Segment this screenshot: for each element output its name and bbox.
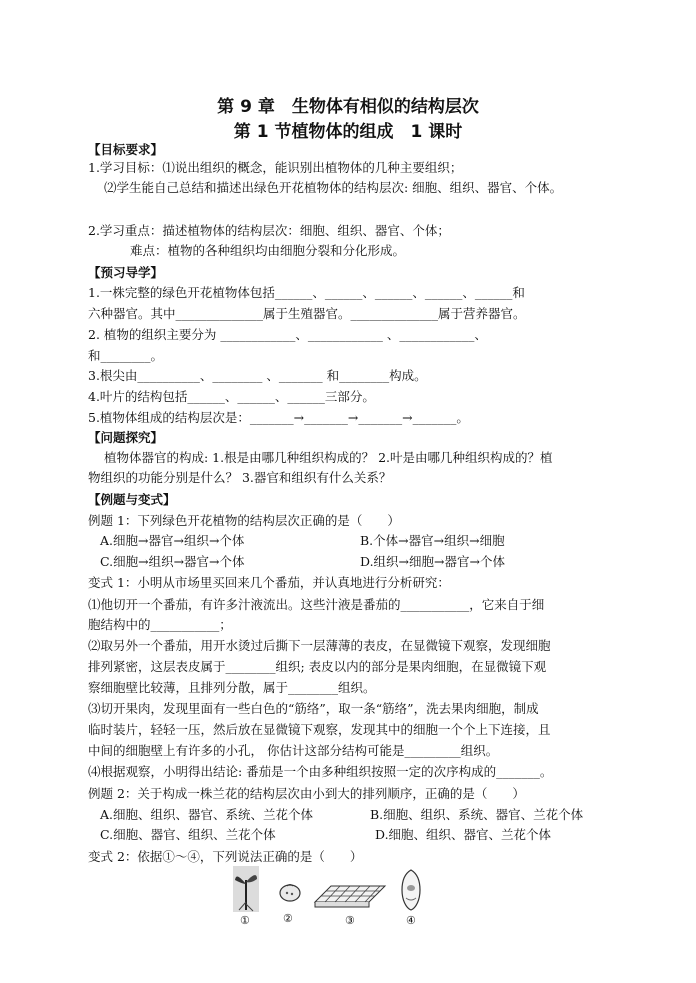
text-line: 植物体器官的构成: 1.根是由哪几种组织构成的？ 2.叶是由哪几种组织构成的？植 (104, 450, 553, 465)
text-line: 5.植物体组成的结构层次是：_______→_______→_______→_______。 (88, 410, 469, 425)
text-line: 中间的细胞壁上有许多的小孔， 你估计这部分结构可能是_________组织。 (88, 743, 499, 758)
text-line: 临时装片，轻轻一压，然后放在显微镜下观察，发现其中的细胞一个个上下连接，且 (88, 722, 551, 737)
choice-b: B.细胞、组织、系统、器官、兰花个体 (370, 807, 584, 822)
figure-label: ② (283, 912, 293, 925)
figure-label: ④ (406, 914, 416, 927)
question-text: 例题 1：下列绿色开花植物的结构层次正确的是（ ） (88, 513, 400, 528)
text-line: 六种器官。其中______________属于生殖器官。______________属于营养器官。 (88, 306, 526, 321)
fruit-figure (279, 882, 301, 902)
text-line: ⑴他切开一个番茄，有许多汁液流出。这些汁液是番茄的___________，它来自于细 (88, 597, 545, 612)
figure-label: ① (240, 914, 250, 927)
question-text: 变式 2：依据①～④，下列说法正确的是（ ） (88, 849, 363, 864)
plant-figure (233, 866, 259, 912)
figure-label: ③ (345, 914, 355, 927)
section-heading: 【问题探究】 (88, 430, 164, 445)
text-line: 1.一株完整的绿色开花植物体包括______、______、______、______、______和 (88, 285, 525, 300)
text-line: ⑷根据观察，小明得出结论: 番茄是一个由多种组织按照一定的次序构成的_______。 (88, 764, 553, 779)
choice-c: C.细胞、器官、组织、兰花个体 (100, 827, 276, 842)
text-line: 2. 植物的组织主要分为 ____________、____________ 、____________、 (88, 327, 487, 342)
text-line: ⑶切开果肉，发现里面有一些白色的“筋络”，取一条“筋络”，洗去果肉细胞，制成 (88, 701, 539, 716)
section-heading: 【例题与变式】 (88, 492, 176, 507)
text-line: ⑵学生能自己总结和描述出绿色开花植物体的结构层次: 细胞、组织、器官、个体。 (104, 180, 563, 195)
section-heading: 【目标要求】 (88, 142, 164, 157)
cell-figure (400, 868, 422, 912)
section-heading: 【预习导学】 (88, 265, 164, 280)
tissue-figure (313, 880, 387, 910)
choice-b: B.个体→器官→组织→细胞 (360, 533, 505, 548)
text-line: 胞结构中的___________； (88, 617, 232, 632)
text-line: 2.学习重点：描述植物体的结构层次：细胞、组织、器官、个体； (88, 223, 450, 238)
text-line: 察细胞壁比较薄，且排列分散，属于________组织。 (88, 680, 376, 695)
choice-a: A.细胞→器官→组织→个体 (100, 533, 245, 548)
text-line: 3.根尖由__________、________ 、_______ 和________构成。 (88, 368, 427, 383)
text-line: 难点：植物的各种组织均由细胞分裂和分化形成。 (130, 243, 406, 258)
text-line: ⑵取另外一个番茄，用开水烫过后撕下一层薄薄的表皮，在显微镜下观察，发现细胞 (88, 638, 551, 653)
chapter-title: 第 9 章 生物体有相似的结构层次 (217, 97, 479, 117)
question-text: 例题 2：关于构成一株兰花的结构层次由小到大的排列顺序，正确的是（ ） (88, 786, 525, 801)
text-line: 变式 1：小明从市场里买回来几个番茄，并认真地进行分析研究： (88, 575, 450, 590)
choice-a: A.细胞、组织、器官、系统、兰花个体 (100, 807, 314, 822)
text-line: 4.叶片的结构包括______、______、______三部分。 (88, 389, 375, 404)
text-line: 和________。 (88, 348, 164, 363)
text-line: 排列紧密，这层表皮属于________组织; 表皮以内的部分是果肉细胞，在显微镜下观 (88, 659, 547, 674)
text-line: 物组织的功能分别是什么？ 3.器官和组织有什么关系？ (88, 470, 392, 485)
choice-d: D.细胞、组织、器官、兰花个体 (375, 827, 552, 842)
choice-d: D.组织→细胞→器官→个体 (360, 554, 505, 569)
text-line: 1.学习目标：⑴说出组织的概念，能识别出植物体的几种主要组织； (88, 160, 463, 175)
choice-c: C.细胞→组织→器官→个体 (100, 554, 245, 569)
section-title: 第 1 节植物体的组成 1 课时 (233, 122, 463, 142)
